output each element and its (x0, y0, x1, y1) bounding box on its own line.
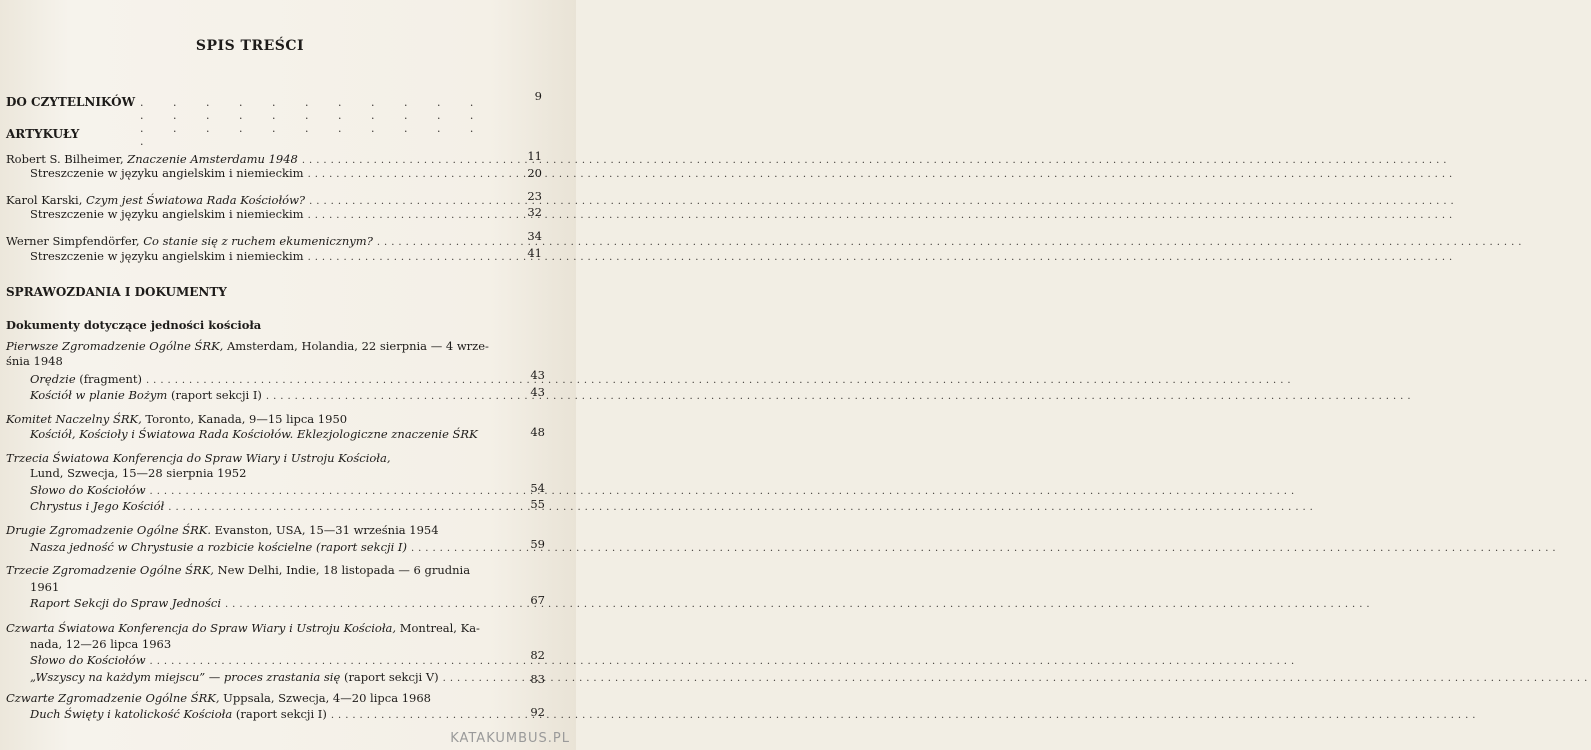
page-number: 48 (530, 425, 545, 439)
author: Werner Simpfendörfer, (6, 234, 144, 248)
page-number: 82 (530, 648, 545, 662)
toc-entry (6, 234, 486, 249)
doc-place: Amsterdam, Holandia, 22 sierpnia — 4 wrze- (223, 339, 489, 353)
doc-heading: Drugie Zgromadzenie Ogólne ŚRK. Evanston, USA, 15—31 września 1954 (6, 523, 439, 537)
doc-heading-cont: nada, 12—26 lipca 1963 (30, 637, 172, 651)
section-sprawozdania: SPRAWOZDANIA I DOKUMENTY (6, 285, 227, 299)
page-number: 54 (530, 481, 545, 495)
author: Karol Karski, (6, 193, 87, 207)
page-number: 41 (527, 246, 542, 260)
toc-entry (30, 249, 486, 264)
page-number: 23 (527, 189, 542, 203)
article-title: Znaczenie Amsterdamu 1948 (127, 152, 298, 166)
toc-entry: Kościół, Kościoły i Światowa Rada Kościołów. Eklezjologiczne znaczenie ŚRK (30, 427, 478, 441)
doc-heading: Czwarte Zgromadzenie Ogólne ŚRK, Uppsala, Szwecja, 4—20 lipca 1968 (6, 691, 431, 705)
doc-heading: Komitet Naczelny ŚRK, Toronto, Kanada, 9—15 lipca 1950 (6, 412, 348, 426)
page-number: 59 (530, 537, 545, 551)
doc-heading (6, 339, 526, 354)
toc-entry: Duch Święty i katolickość Kościoła (raport sekcji I) ..... (30, 707, 486, 722)
article-title: Co stanie się z ruchem ekumenicznym? (143, 234, 373, 248)
page-number: 43 (530, 385, 545, 399)
page-number: 20 (527, 166, 542, 180)
toc-entry: Chrystus i Jego Kościół ..... (30, 499, 486, 514)
page-number: 9 (534, 89, 542, 103)
toc-entry (30, 166, 486, 181)
page-title: SPIS TREŚCI (195, 38, 305, 54)
doc-heading-cont: 1961 (30, 580, 60, 594)
article-title: Czym jest Światowa Rada Kościołów? (86, 193, 306, 207)
watermark: KATAKUMBUS.PL (450, 731, 570, 746)
toc-entry: Słowo do Kościołów ..... (30, 653, 486, 668)
toc-entry: Kościół w planie Bożym (raport sekcji I) ..... (30, 388, 486, 403)
page-number: 34 (527, 229, 542, 243)
toc-entry (6, 152, 486, 167)
toc-entry: Słowo do Kościołów ..... (30, 483, 486, 498)
doc-heading: Trzecia Światowa Konferencja do Spraw Wiary i Ustroju Kościoła, (6, 451, 391, 465)
page-number: 83 (530, 672, 545, 686)
summary: Streszczenie w języku angielskim i niemieckim (30, 249, 304, 263)
page-number: 67 (530, 593, 545, 607)
document-page (0, 0, 576, 750)
doc-heading: Trzecie Zgromadzenie Ogólne ŚRK, New Delhi, Indie, 18 listopada — 6 grudnia (6, 563, 471, 577)
page-number: 43 (530, 368, 545, 382)
subsection-dokumenty: Dokumenty dotyczące jedności kościoła (6, 318, 262, 332)
section-do-czytelnikow: DO CZYTELNIKÓW (6, 95, 136, 109)
toc-entry: Nasza jedność w Chrystusie a rozbicie kościelne (raport sekcji I) ..... (30, 540, 490, 555)
page-number: 11 (527, 149, 542, 163)
toc-entry: „Wszyscy na każdym miejscu” — proces zrastania się (raport sekcji V) ..... (30, 670, 500, 685)
toc-entry: Orędzie (fragment) ..... (30, 372, 486, 387)
toc-entry (6, 193, 486, 208)
doc-heading: Czwarta Światowa Konferencja do Spraw Wiary i Ustroju Kościoła, Montreal, Ka- (6, 621, 480, 635)
author: Robert S. Bilheimer, (6, 152, 128, 166)
page-number: 32 (527, 205, 542, 219)
doc-heading-cont: Lund, Szwecja, 15—28 sierpnia 1952 (30, 466, 247, 480)
summary: Streszczenie w języku angielskim i niemieckim (30, 207, 304, 221)
leader-dots: · · · · · · · · · · · · · · · · · · · · · · · · · · · · · · · · · · (140, 99, 487, 151)
page-number: 55 (530, 497, 545, 511)
toc-entry: Raport Sekcji do Spraw Jedności ..... (30, 596, 486, 611)
summary: Streszczenie w języku angielskim i niemieckim (30, 166, 304, 180)
doc-title: Pierwsze Zgromadzenie Ogólne ŚRK, (6, 339, 224, 353)
toc-entry (30, 207, 486, 222)
page-number: 92 (530, 705, 545, 719)
doc-heading-cont: śnia 1948 (6, 354, 63, 368)
section-artykuly: ARTYKUŁY (6, 127, 80, 141)
